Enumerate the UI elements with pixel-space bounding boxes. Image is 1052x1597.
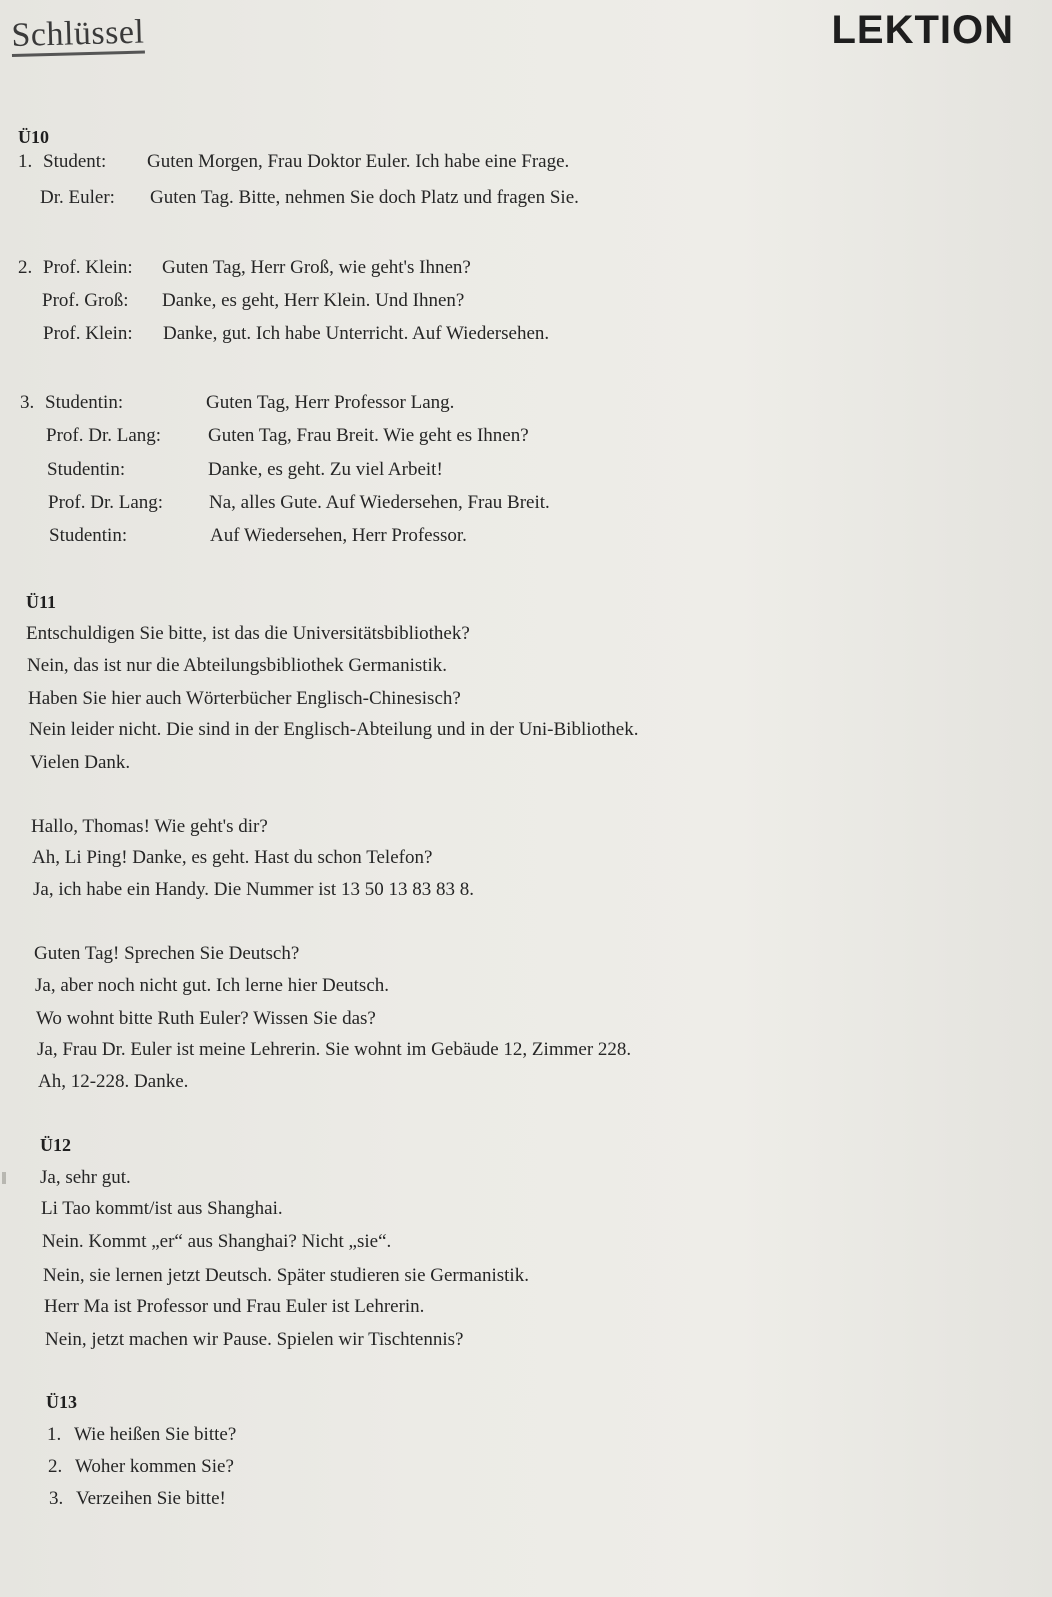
text-line: Nein. Kommt „er“ aus Shanghai? Nicht „sie“. <box>42 1231 392 1252</box>
item-number: 2. <box>18 257 33 278</box>
list-item <box>49 1489 226 1508</box>
margin-mark <box>2 1172 6 1184</box>
text-line: Nein, sie lernen jetzt Deutsch. Später studieren sie Germanistik. <box>43 1265 529 1286</box>
speaker-label: Studentin: <box>45 392 124 413</box>
list-item <box>48 1457 234 1476</box>
dialogue-text: Auf Wiedersehen, Herr Professor. <box>210 525 467 546</box>
dialogue-line <box>20 393 123 412</box>
dialogue-text: Danke, es geht, Herr Klein. Und Ihnen? <box>162 290 465 311</box>
dialogue-text: Danke, gut. Ich habe Unterricht. Auf Wiedersehen. <box>163 323 550 344</box>
dialogue-text: Danke, es geht. Zu viel Arbeit! <box>208 459 443 480</box>
text-line: Ah, Li Ping! Danke, es geht. Hast du schon Telefon? <box>32 847 433 868</box>
item-text: Wie heißen Sie bitte? <box>74 1424 237 1445</box>
text-line: Hallo, Thomas! Wie geht's dir? <box>31 816 268 837</box>
item-number: 1. <box>18 151 33 172</box>
dialogue-text: Guten Morgen, Frau Doktor Euler. Ich habe eine Frage. <box>147 151 570 172</box>
item-number: 1. <box>47 1424 62 1445</box>
text-line: Nein, das ist nur die Abteilungsbibliothek Germanistik. <box>27 655 448 676</box>
list-item <box>47 1425 236 1444</box>
text-line: Ah, 12-228. Danke. <box>38 1071 189 1092</box>
text-line: Ja, sehr gut. <box>40 1167 131 1188</box>
item-number: 3. <box>20 392 35 413</box>
item-text: Verzeihen Sie bitte! <box>76 1488 226 1509</box>
dialogue-text: Guten Tag, Frau Breit. Wie geht es Ihnen? <box>208 425 529 446</box>
lesson-header: LEKTION <box>831 8 1014 52</box>
section-heading-u11: Ü11 <box>26 592 57 612</box>
text-line: Entschuldigen Sie bitte, ist das die Universitätsbibliothek? <box>26 623 470 644</box>
item-text: Woher kommen Sie? <box>75 1456 234 1477</box>
speaker-label: Studentin: <box>49 525 128 546</box>
section-heading-u10: Ü10 <box>18 127 49 147</box>
dialogue-line <box>18 152 106 171</box>
text-line: Guten Tag! Sprechen Sie Deutsch? <box>34 943 300 964</box>
speaker-label: Dr. Euler: <box>40 187 115 208</box>
speaker-label: Studentin: <box>47 459 126 480</box>
text-line: Vielen Dank. <box>30 752 131 773</box>
section-heading-u12: Ü12 <box>40 1135 71 1155</box>
text-line: Nein, jetzt machen wir Pause. Spielen wir Tischtennis? <box>45 1329 464 1350</box>
text-line: Nein leider nicht. Die sind in der Englisch-Abteilung und in der Uni-Bibliothek. <box>29 719 639 740</box>
text-line: Haben Sie hier auch Wörterbücher Englisch-Chinesisch? <box>28 688 461 709</box>
text-line: Ja, Frau Dr. Euler ist meine Lehrerin. Sie wohnt im Gebäude 12, Zimmer 228. <box>37 1039 632 1060</box>
dialogue-text: Guten Tag. Bitte, nehmen Sie doch Platz und fragen Sie. <box>150 187 579 208</box>
dialogue-text: Na, alles Gute. Auf Wiedersehen, Frau Breit. <box>209 492 550 513</box>
text-line: Ja, ich habe ein Handy. Die Nummer ist 13 50 13 83 83 8. <box>33 879 474 900</box>
speaker-label: Prof. Klein: <box>43 257 133 278</box>
dialogue-text: Guten Tag, Herr Groß, wie geht's Ihnen? <box>162 257 471 278</box>
dialogue-text: Guten Tag, Herr Professor Lang. <box>206 392 455 413</box>
text-line: Herr Ma ist Professor und Frau Euler ist Lehrerin. <box>44 1296 425 1317</box>
page-title: Schlüssel <box>11 15 145 57</box>
speaker-label: Prof. Groß: <box>42 290 129 311</box>
dialogue-line <box>18 258 133 277</box>
item-number: 2. <box>48 1456 63 1477</box>
speaker-label: Student: <box>43 151 107 172</box>
text-line: Li Tao kommt/ist aus Shanghai. <box>41 1198 283 1219</box>
text-line: Wo wohnt bitte Ruth Euler? Wissen Sie das? <box>36 1008 376 1029</box>
section-heading-u13: Ü13 <box>46 1392 77 1412</box>
text-line: Ja, aber noch nicht gut. Ich lerne hier Deutsch. <box>35 975 390 996</box>
speaker-label: Prof. Klein: <box>43 323 133 344</box>
item-number: 3. <box>49 1488 64 1509</box>
speaker-label: Prof. Dr. Lang: <box>48 492 164 513</box>
speaker-label: Prof. Dr. Lang: <box>46 425 162 446</box>
